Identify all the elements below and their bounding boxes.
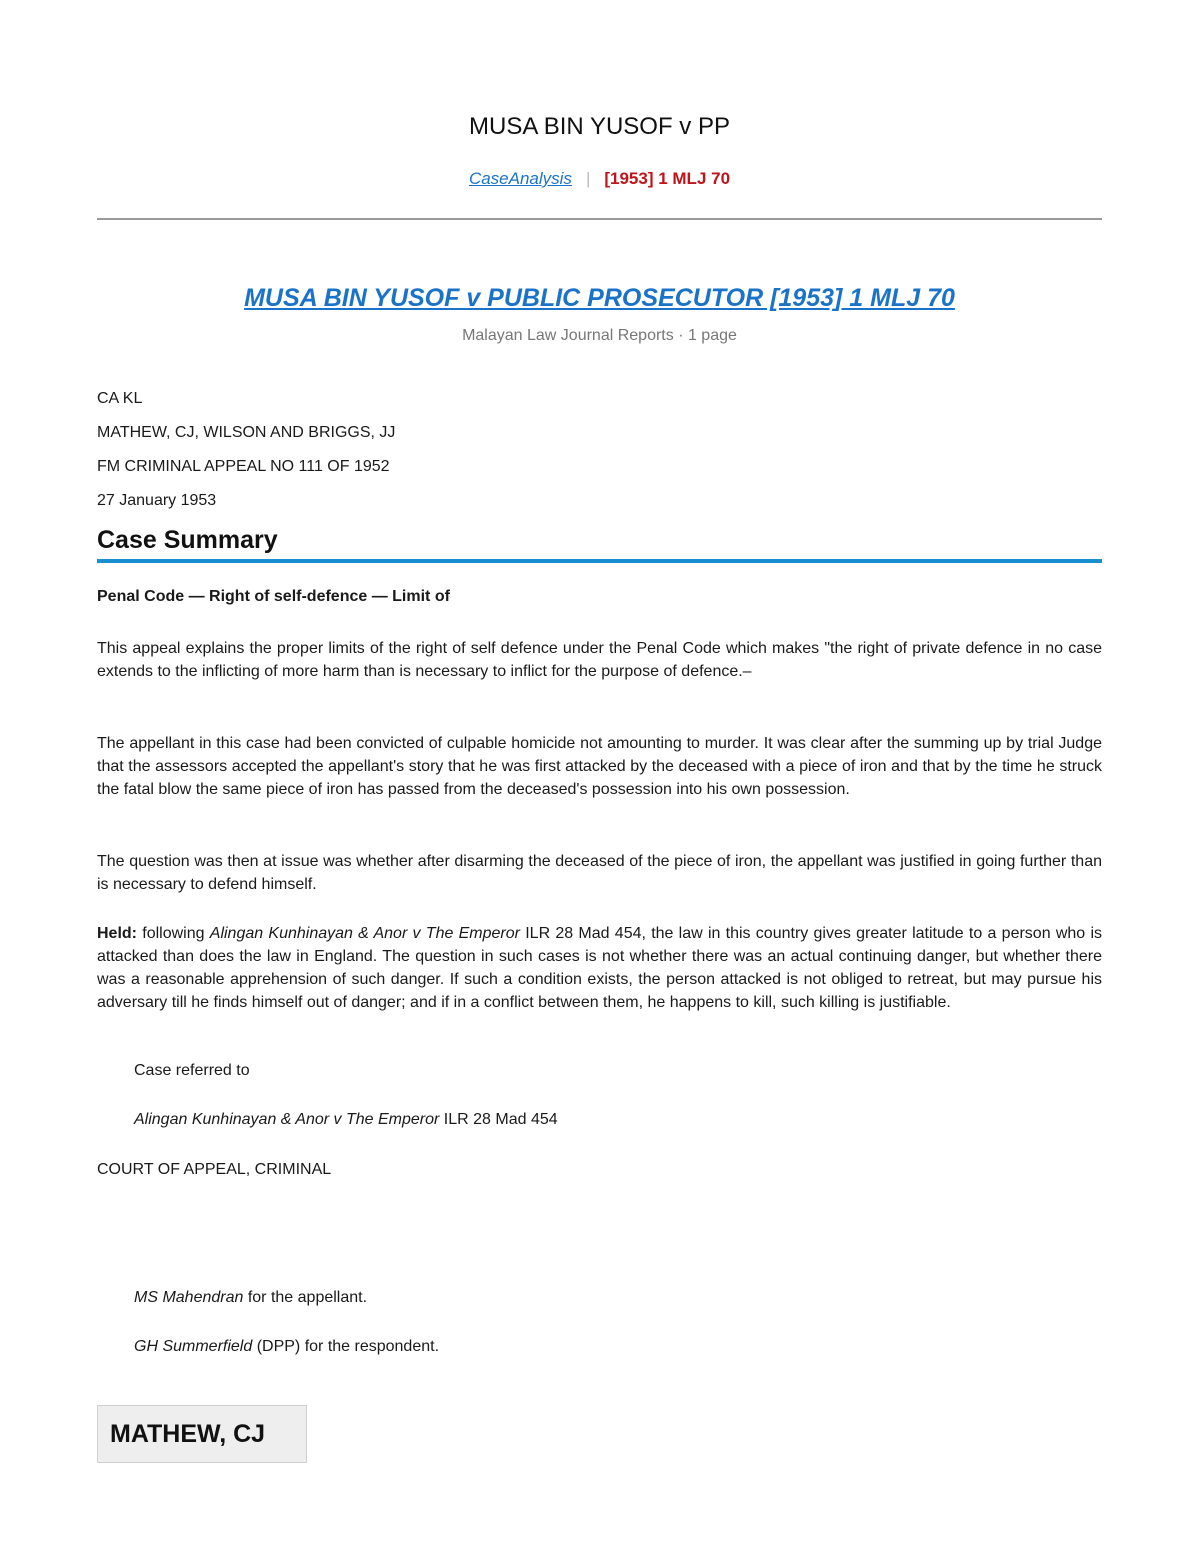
catchwords: Penal Code — Right of self-defence — Limit of (97, 588, 450, 605)
section-divider (97, 559, 1102, 563)
held-intro: following (137, 925, 210, 942)
counsel-respondent (134, 1338, 439, 1356)
judge-heading-box (97, 1405, 307, 1463)
case-summary-heading: Case Summary (97, 526, 278, 554)
summary-paragraph-1: This appeal explains the proper limits of the right of self defence under the Penal Code which makes "the right of private defence in no case extends to the inflicting of more harm than is necessary to inflict for the purpose of defence.– (97, 640, 1102, 680)
court-label: COURT OF APPEAL, CRIMINAL (97, 1161, 332, 1178)
held-label: Held: (97, 925, 137, 942)
judges-list: MATHEW, CJ, WILSON AND BRIGGS, JJ (97, 424, 396, 441)
document-title: MUSA BIN YUSOF v PP (469, 113, 730, 140)
appellant-counsel-name: MS Mahendran (134, 1289, 244, 1306)
citation-bar (97, 169, 1102, 189)
separator: | (585, 169, 591, 188)
decision-date: 27 January 1953 (97, 492, 217, 509)
judge-heading: MATHEW, CJ (110, 1420, 266, 1448)
referred-case-name: Alingan Kunhinayan & Anor v The Emperor (134, 1111, 440, 1128)
case-title-link[interactable]: MUSA BIN YUSOF v PUBLIC PROSECUTOR [1953] 1 MLJ 70 (244, 284, 955, 312)
citation-label: [1953] 1 MLJ 70 (604, 169, 731, 188)
case-meta: Malayan Law Journal Reports · 1 page (462, 327, 737, 344)
summary-paragraph-3: The question was then at issue was whether after disarming the deceased of the piece of iron, the appellant was justified in going further than is necessary to defend himself. (97, 853, 1102, 893)
held-text: ILR 28 Mad 454, the law in this country gives greater latitude to a person who is attacked than does the law in England. The question in such cases is not whether there was an actual continuing danger, but whether there was a reasonable apprehension of such danger. If such a condition exists, the person attacked is not obliged to retreat, but may pursue his adversary till he finds himself out of danger; and if in a conflict between them, he happens to kill, such killing is justifiable. (97, 925, 1102, 1011)
case-referred-label: Case referred to (134, 1062, 250, 1079)
respondent-counsel-name: GH Summerfield (134, 1338, 253, 1355)
case-referred-item (134, 1111, 558, 1129)
header-divider (97, 218, 1102, 220)
counsel-appellant (134, 1289, 367, 1307)
respondent-counsel-text: (DPP) for the respondent. (252, 1338, 440, 1355)
held-case-name: Alingan Kunhinayan & Anor v The Emperor (209, 925, 520, 942)
referred-case-cite: ILR 28 Mad 454 (439, 1111, 558, 1128)
court-name: CA KL (97, 390, 143, 407)
appeal-number: FM CRIMINAL APPEAL NO 111 OF 1952 (97, 458, 390, 475)
appellant-counsel-text: for the appellant. (243, 1289, 368, 1306)
case-analysis-link[interactable]: CaseAnalysis (468, 169, 572, 188)
summary-paragraph-2: The appellant in this case had been convicted of culpable homicide not amounting to murder. It was clear after the summing up by trial Judge that the assessors accepted the appellant's story that he was first attacked by the deceased with a piece of iron and that by the time he struck the fatal blow the same piece of iron has passed from the deceased's possession into his own possession. (97, 735, 1102, 798)
held-paragraph (97, 922, 1102, 1014)
